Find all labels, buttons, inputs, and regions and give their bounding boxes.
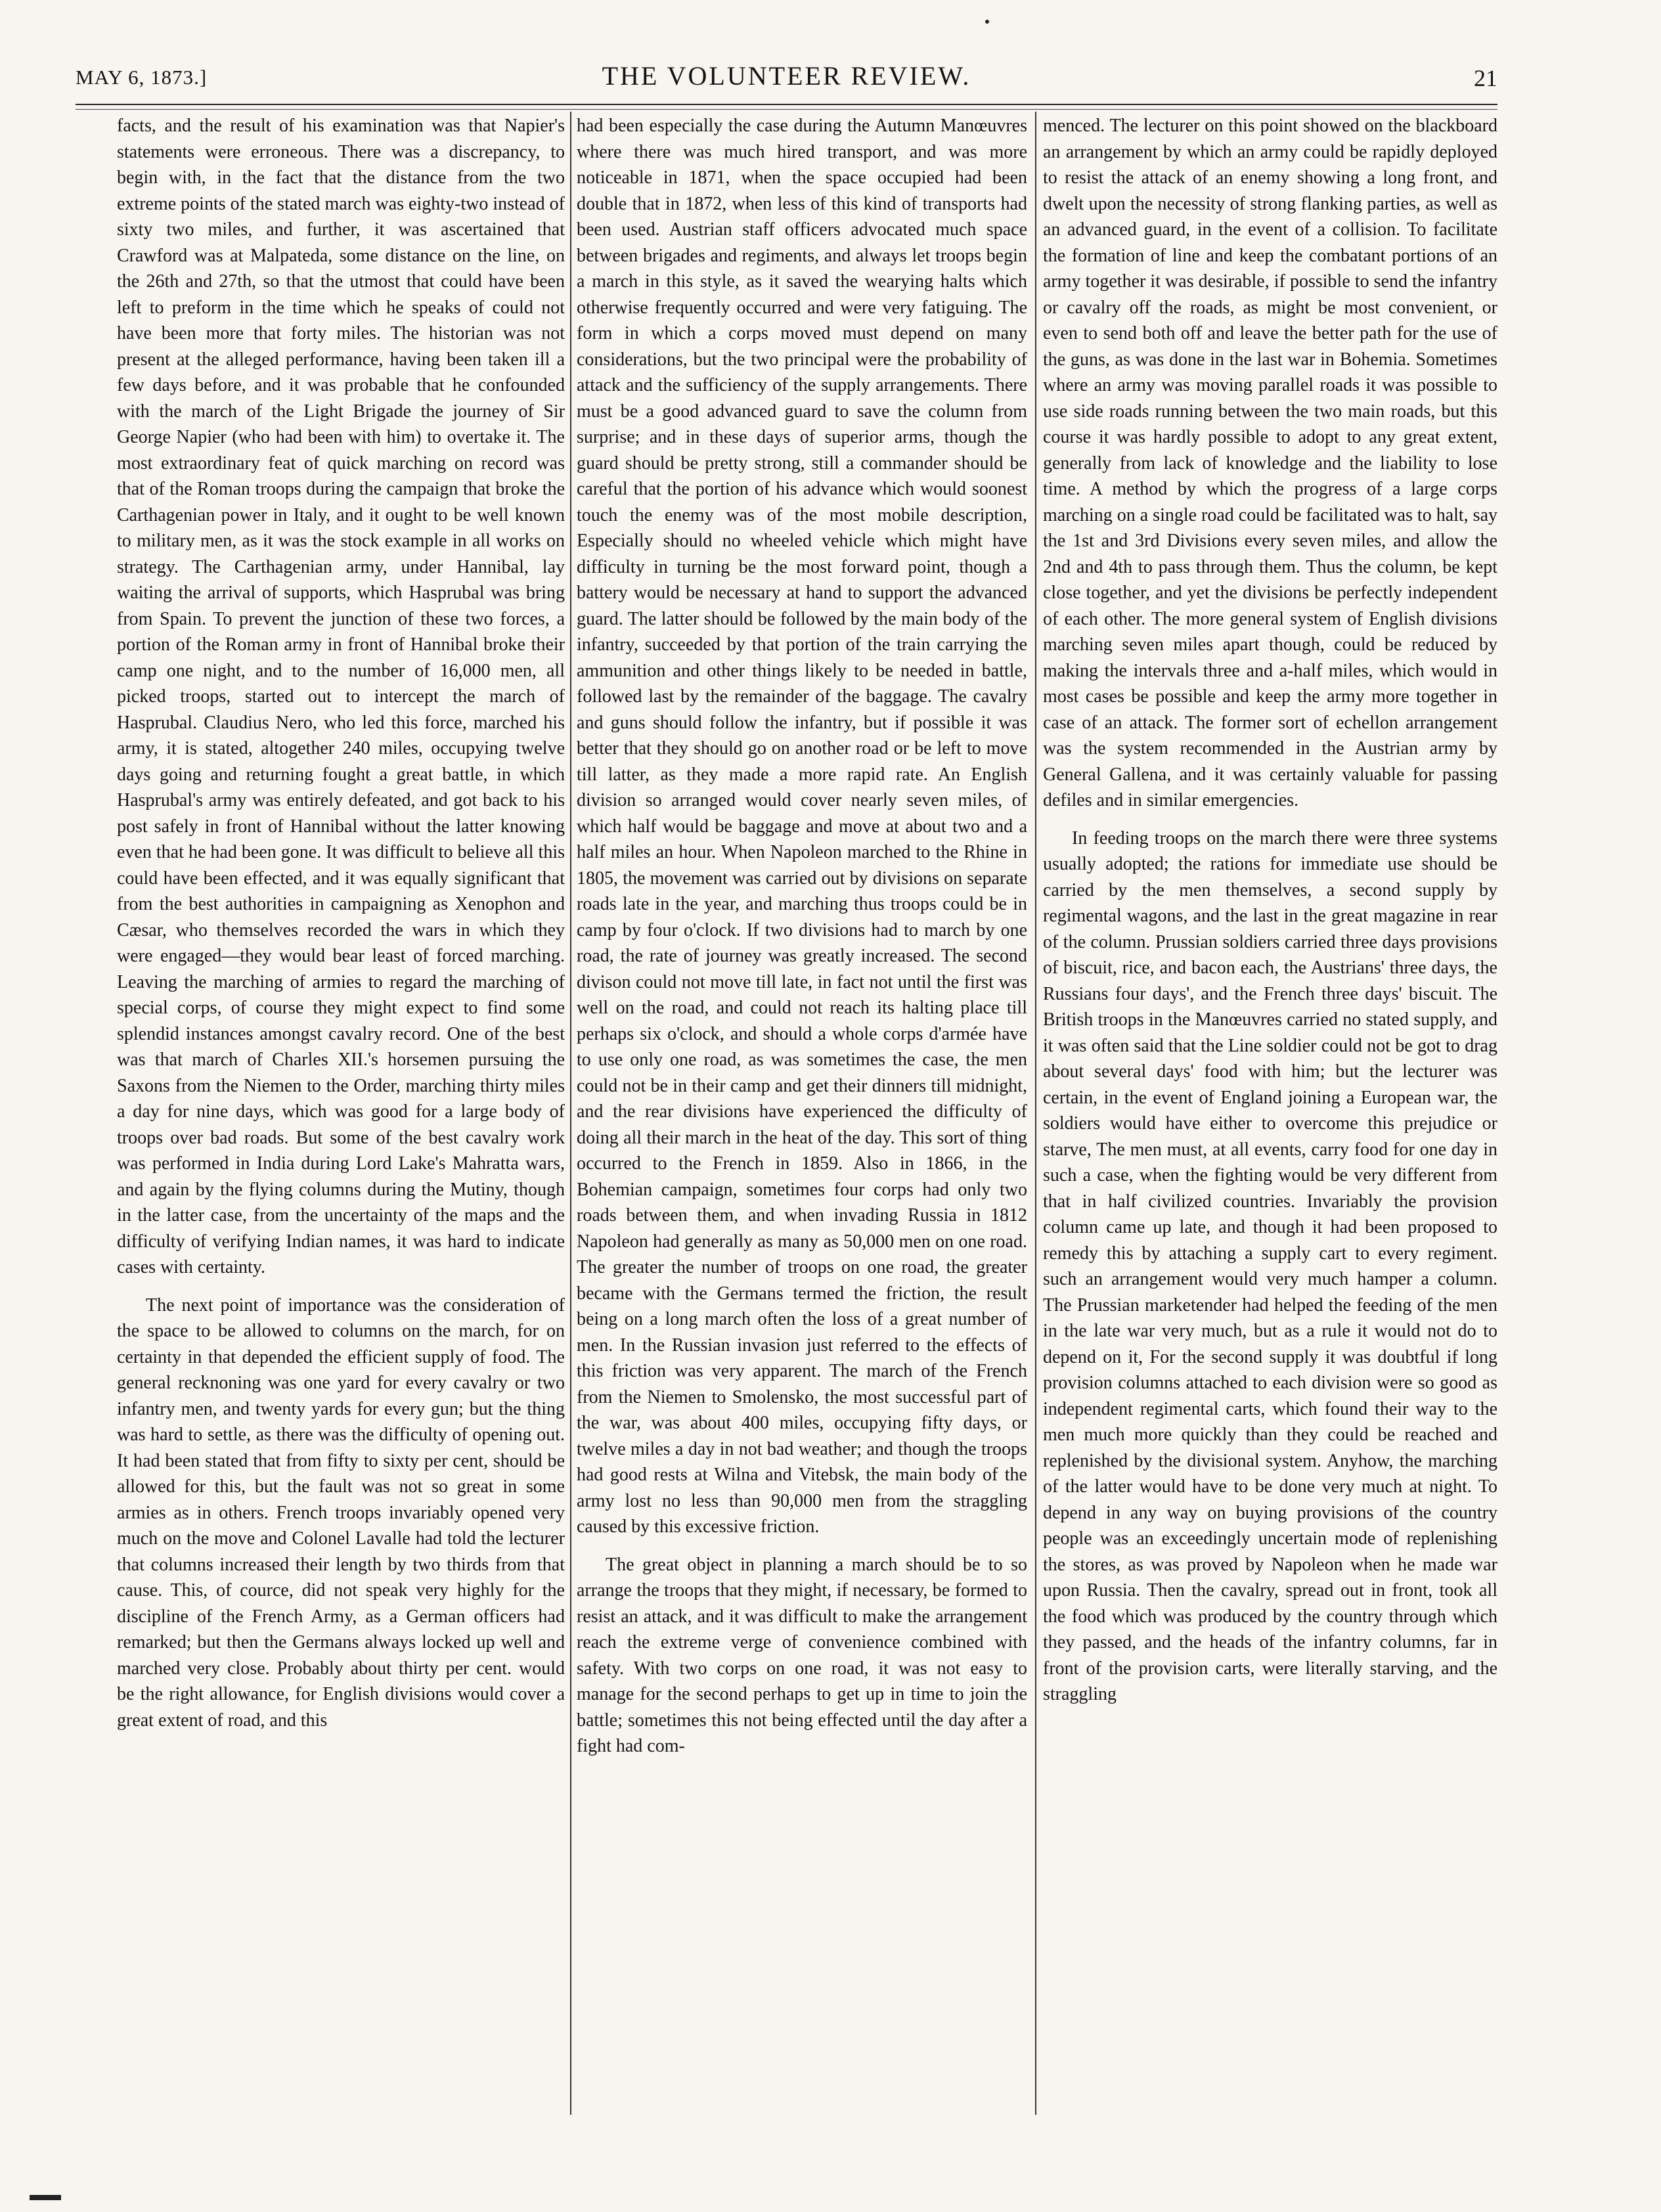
column-divider (1035, 112, 1036, 2115)
paragraph: The next point of importance was the consideration of the space to be allowed to columns on the march, for on certainty in that depended the efficient supply of food. The general recknoning was one yard for every cavalry or two infantry men, and twenty yards for every gun; but the thing was hard to settle, as there was the difficulty of opening out. It had been stated that from fifty to sixty per cent, should be allowed for this, but the fault was not so great in some armies as in others. French troops invariably opened very much on the move and Colonel Lavalle had told the lecturer that columns increased their length by two thirds from that cause. This, of cource, did not speak very highly for the discipline of the French Army, as a German officers had remarked; but then the Germans always locked up well and marched very close. Probably about thirty per cent. would be the right allowance, for English divisions would cover a great extent of road, and this (117, 1294, 565, 1731)
text-column-3 (1043, 113, 1497, 2136)
paragraph: In feeding troops on the march there were three systems usually adopted; the rations for immediate use should be carried by the men themselves, a second supply by regimental wagons, and the last in the great magazine in rear of the column. Prussian soldiers carried three days provisions of biscuit, rice, and bacon each, the Austrians' three days, the Russians four days', and the French three days' biscuit. The British troops in the Manœuvres carried no stated supply, and it was often said that the Line soldier could not be got to drag about several days' food with him; but the lecturer was certain, in the event of England joining a European war, the soldiers would have either to overcome this prejudice or starve, The men must, at all events, carry food for one day in such a case, when the fighting would be very different from that in half civilized countries. Invariably the provision column came up late, and though it had been proposed to remedy this by attaching a supply cart to every regiment. such an arrangement would very much hamper a column. The Prussian marketender had helped the feeding of the men in the late war very much, but as a rule it would not do to depend on it, For the second supply it was doubtful if long provision columns attached to each division were so good as independent regimental carts, which found their way to the men much more quickly than they could be reached and replenished by the divisional system. Anyhow, the marching of the latter would have to be done very much at night. To depend in any way on buying provisions of the country people was an exceedingly uncertain mode of replenishing the stores, as was proved by Napoleon when he made war upon Russia. Then the cavalry, spread out in front, took all the food which was produced by the country through which they passed, and the heads of the infantry columns, far in front of the provision carts, were literally starving, and the straggling (1043, 828, 1497, 1704)
paragraph: facts, and the result of his examination was that Napier's statements were erroneous. There was a discrepancy, to begin with, in the fact that the distance from the two extreme points of the stated march was eighty-two instead of sixty two miles, and further, it was ascertained that Crawford was at Malpateda, some distance on the line, on the 26th and 27th, so that the utmost that could have been left to preform in the time which he speaks of could not have been more that forty miles. The historian was not present at the alleged performance, having been taken ill a few days before, and it was probable that he confounded with the march of the Light Brigade the journey of Sir George Napier (who had been with him) to overtake it. The most extraordinary feat of quick marching on record was that of the Roman troops during the campaign that broke the Carthagenian power in Italy, and it ought to be well known to military men, as it was the stock example in all works on strategy. The Carthagenian army, under Hannibal, lay waiting the arrival of supports, which Hasprubal was bring from Spain. To prevent the junction of these two forces, a portion of the Roman army in front of Hannibal broke their camp one night, and to the number of 16,000 men, all picked troops, started out to intercept the march of Hasprubal. Claudius Nero, who led this force, marched his army, it is stated, altogether 240 miles, occupying twelve days going and returning fought a great battle, in which Hasprubal's army was entirely defeated, and got back to his post safely in front of Hannibal without the latter knowing even that he had been gone. It was difficult to believe all this could have been effected, and it was equally significant that from the best authorities in campaigning as Xenophon and Cæsar, who themselves recorded the wars in which they were engaged—they would bear least of forced marching. Leaving the marching of armies to regard the marching of special corps, of course they might expect to find some splendid instances amongst cavalry record. One of the best was that march of Charles XII.'s horsemen pursuing the Saxons from the Niemen to the Order, marching thirty miles a day for nine days, which was good for a large body of troops over bad roads. But some of the best cavalry work was performed in India during Lord Lake's Mahratta wars, and again by the flying columns during the Mutiny, though in the latter case, from the uncertainty of the maps and the difficulty of verifying Indian names, it was hard to indicate cases with certainty. (117, 116, 565, 1277)
paragraph: The great object in planning a march should be to so arrange the troops that they might, if necessary, be formed to resist an attack, and it was difficult to make the arrangement reach the extreme verge of convenience combined with safety. With two corps on one road, it was not easy to manage for the second perhaps to get up in time to join the battle; sometimes this not being effected until the day after a fight had com- (577, 1554, 1027, 1756)
print-blot (30, 2195, 61, 2200)
text-column-2 (577, 113, 1027, 2136)
page-number: 21 (1474, 65, 1497, 91)
text-column-1 (117, 113, 565, 2136)
page-header (76, 60, 1497, 102)
header-title: THE VOLUNTEER REVIEW. (602, 61, 971, 91)
paragraph: menced. The lecturer on this point showed on the blackboard an arrangement by which an army could be rapidly deployed to resist the attack of an enemy showing a long front, and dwelt upon the necessity of strong flanking parties, as well as an advanced guard, in the event of a collision. To facilitate the formation of line and keep the combatant portions of an army together it was desirable, if possible to send the infantry or cavalry off the roads, as might be most convenient, or even to send both off and leave the better path for the use of the guns, as was done in the last war in Bohemia. Sometimes where an army was moving parallel roads it was possible to use side roads running between the two main roads, but this course it was hardly possible to adopt to any great extent, generally from lack of knowledge and the liability to lose time. A method by which the progress of a large corps marching on a single road could be facilitated was to halt, say the 1st and 3rd Divisions every seven miles, and allow the 2nd and 4th to pass through them. Thus the column, be kept close together, and yet the divisions be perfectly independent of each other. The more general system of English divisions marching seven miles apart though, could be reduced by making the intervals three and a-half miles, which would in most cases be possible and keep the army more together in case of an attack. The former sort of echellon arrangement was the system recommended in the Austrian army by General Gallena, and it was certainly valuable for passing defiles and in similar emergencies. (1043, 116, 1497, 810)
paragraph: had been especially the case during the Autumn Manœuvres where there was much hired transport, and was more noticeable in 1871, when the space occupied had been double that in 1872, when less of this kind of transports had been used. Austrian staff officers advocated much space between brigades and regiments, and always let troops begin a march in this style, as it saved the wearying halts which otherwise frequently occurred and were very fatiguing. The form in which a corps moved must depend on many considerations, but the two principal were the probability of attack and the sufficiency of the supply arrangements. There must be a good advanced guard to save the column from surprise; and in these days of superior arms, though the guard should be pretty strong, still a commander should be careful that the portion of his advance which would soonest touch the enemy was of the most mobile description, Especially should no wheeled vehicle which might have difficulty in turning be the most forward point, though a battery would be necessary at hand to support the advanced guard. The latter should be followed by the main body of the infantry, succeeded by that portion of the train carrying the ammunition and other things likely to be needed in battle, followed last by the remainder of the baggage. The cavalry and guns should follow the infantry, but if possible it was better that they should go on another road or be left to move till latter, as they made a more rapid rate. An English division so arranged would cover nearly seven miles, of which half would be baggage and move at about two and a half miles an hour. When Napoleon marched to the Rhine in 1805, the movement was carried out by divisions on separate roads late in the year, and marching thus troops could be in camp by four o'clock. If two divisions had to march by one road, the rate of journey was greatly increased. The second divison could not move till late, in fact not until the first was well on the road, and could not reach its halting place till perhaps six o'clock, and should a whole corps d'armée have to use only one road, as was sometimes the case, the men could not be in their camp and get their dinners till midnight, and the rear divisions have experienced the difficulty of doing all their march in the heat of the day. This sort of thing occurred to the French in 1859. Also in 1866, in the Bohemian campaign, sometimes four corps had only two roads between them, and when invading Russia in 1812 Napoleon had generally as many as 50,000 men on one road. The greater the number of troops on one road, the greater became with the Germans termed the friction, the result being on a long march often the loss of a great number of men. In the Russian invasion just referred to the effects of this friction was very apparent. The march of the French from the Niemen to Smolensko, the most successful part of the war, was about 400 miles, occupying fifty days, or twelve miles a day in not bad weather; and though the troops had good rests at Wilna and Vitebsk, the main body of the army lost no less than 90,000 men from the straggling caused by this excessive friction. (577, 116, 1027, 1537)
header-date: MAY 6, 1873.] (76, 66, 208, 89)
column-divider (570, 112, 571, 2115)
header-rule (76, 104, 1497, 110)
print-speck (985, 20, 989, 24)
